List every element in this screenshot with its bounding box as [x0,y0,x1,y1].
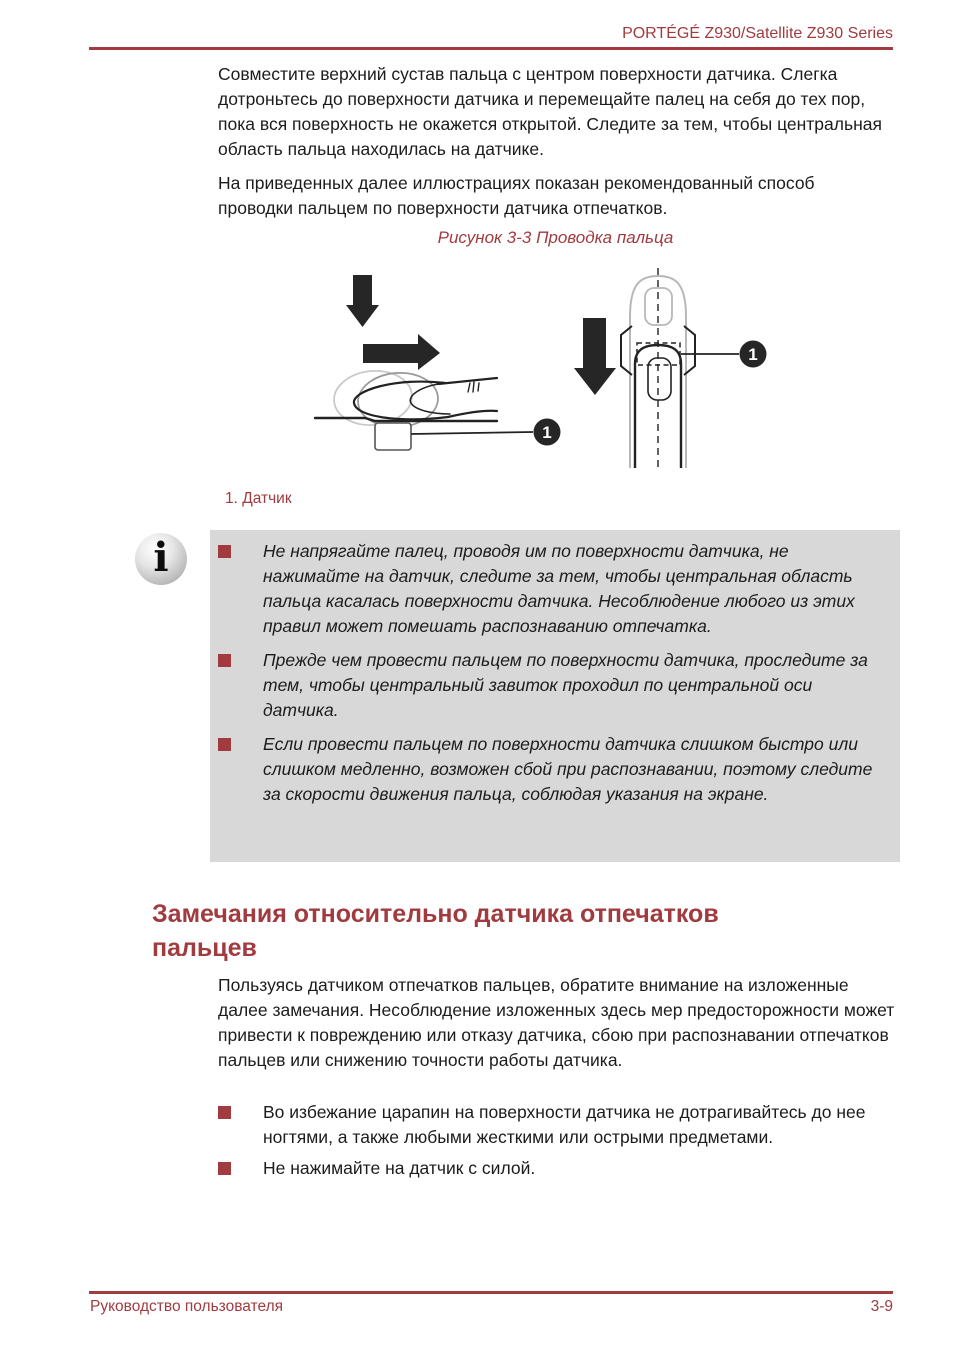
note-item-text: Не напрягайте палец, проводя им по поверхности датчика, не нажимайте на датчик, следите за тем, чтобы центральная область пальца касалась поверхности датчика. Несоблюдение любого из этих правил может помешать распознаванию отпечатка. [263,541,855,636]
figure-caption: Рисунок 3-3 Проводка пальца [437,228,674,247]
list-item [218,1100,896,1150]
note-item-text: Прежде чем провести пальцем по поверхности датчика, проследите за тем, чтобы центральный завиток проходил по центральной оси датчика. [263,650,868,720]
info-icon: i [135,533,187,585]
note-box [210,530,900,862]
figure-svg [295,262,775,474]
note-item [218,539,886,639]
header-rule [89,47,893,50]
down-arrow-icon-right [574,318,616,395]
callout-1-badge-right [740,341,767,368]
callout-line-left [411,432,533,434]
note-item [218,732,886,807]
figure-legend: 1. Датчик [225,490,292,507]
bullet-square-icon [218,1106,231,1119]
note-item-text: Если провести пальцем по поверхности датчика слишком быстро или слишком медленно, возможен сбой при распознавании, поэтому следите за скорости движения пальца, соблюдая указания на экране. [263,734,873,804]
down-arrow-icon-left [346,275,379,327]
bullet-square-icon [218,545,231,558]
footer-page-number: 3-9 [870,1298,893,1315]
figure-finger-swipe-illustration [295,262,775,474]
right-arrow-icon [363,334,440,370]
page-header-title: PORTÉGÉ Z930/Satellite Z930 Series [622,25,893,42]
callout-1-label-left: 1 [542,423,552,442]
intro-paragraph-1: Совместите верхний сустав пальца с центром поверхности датчика. Слегка дотроньтесь до поверхности датчика и перемещайте палец на себя до тех пор, пока вся поверхность не окажется открытой. Следите за тем, чтобы центральная область пальца находилась на датчике. [218,64,882,159]
finger-top-view [621,268,695,470]
list-item-text: Не нажимайте на датчик с силой. [263,1158,536,1178]
callout-1-badge-left [534,419,561,446]
sensor-side-view [375,423,411,450]
bullet-square-icon [218,1162,231,1175]
callout-1-label-right: 1 [748,345,758,364]
list-item [218,1156,896,1181]
footer-rule [89,1291,893,1294]
section-intro-paragraph: Пользуясь датчиком отпечатков пальцев, обратите внимание на изложенные далее замечания. Несоблюдение изложенных здесь мер предосторожности может привести к повреждению или отказу датчика, сбою при распознавании отпечатков пальцев или снижению точности работы датчика. [218,975,895,1070]
section-heading: Замечания относительно датчика отпечатков пальцев [152,900,719,962]
list-item-text: Во избежание царапин на поверхности датчика не дотрагивайтесь до нее ногтями, а также любыми жесткими или острыми предметами. [263,1102,866,1147]
bullet-square-icon [218,738,231,751]
finger-side-view [315,368,497,430]
intro-paragraph-2: На приведенных далее иллюстрациях показан рекомендованный способ проводки пальцем по поверхности датчика отпечатков. [218,173,815,218]
section-bullet-list [218,1100,896,1187]
note-item [218,648,886,723]
footer-document-title: Руководство пользователя [90,1298,284,1315]
bullet-square-icon [218,654,231,667]
